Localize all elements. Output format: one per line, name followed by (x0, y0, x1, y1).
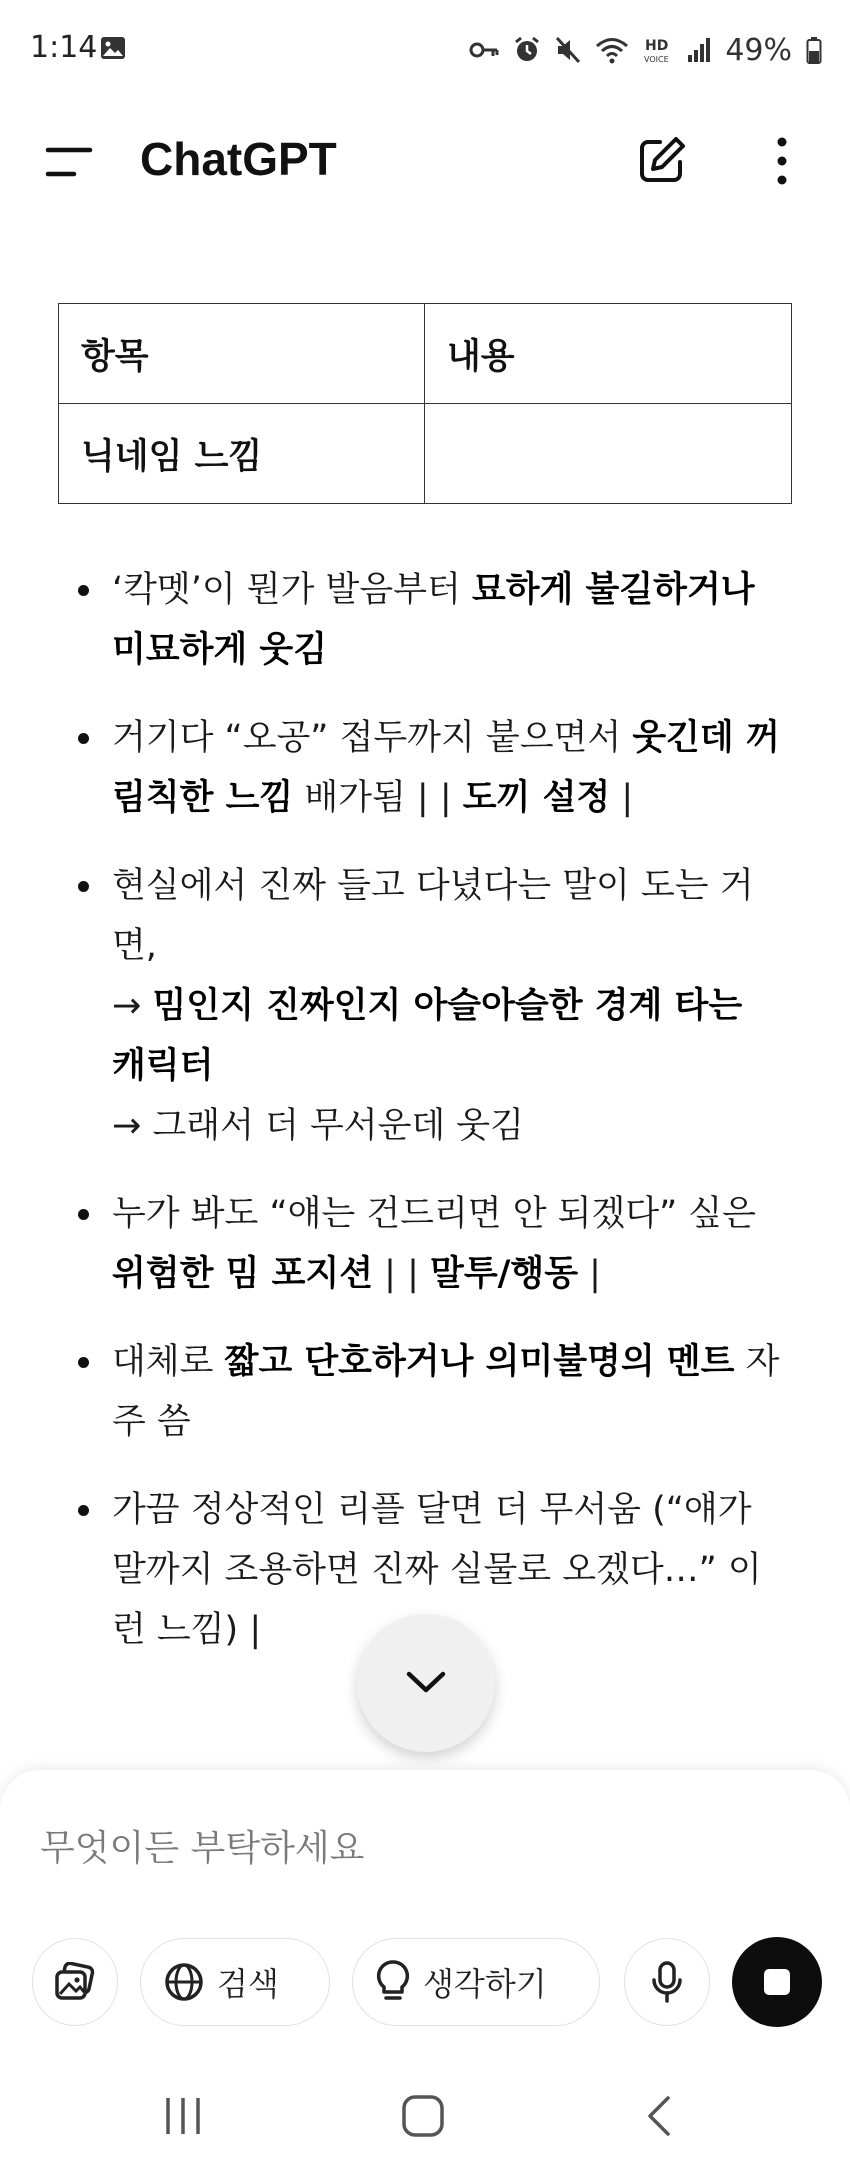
composer (0, 1770, 850, 2060)
microphone-icon (651, 1961, 683, 2003)
hd-voice-icon (643, 36, 673, 64)
app-title: ChatGPT (140, 133, 337, 185)
bullet-item (68, 856, 788, 1156)
home-icon[interactable] (400, 2094, 446, 2138)
response-bullet-list (68, 560, 788, 1688)
alarm-icon (513, 36, 541, 64)
bullet-text: | | (373, 1254, 431, 1294)
vpn-key-icon (469, 40, 499, 60)
table-header-cell: 내용 (425, 304, 792, 404)
prompt-input[interactable] (40, 1818, 800, 1878)
status-bar (0, 0, 850, 100)
bullet-bold-text: 밈인지 진짜인지 아슬아슬한 경계 타는 캐릭터 (112, 986, 743, 1086)
mute-icon (555, 36, 581, 64)
bullet-item (68, 1332, 788, 1452)
image-attach-icon (53, 1962, 97, 2002)
bullet-item (68, 560, 788, 680)
bullet-item (68, 708, 788, 828)
menu-icon[interactable] (44, 144, 94, 180)
globe-icon (163, 1961, 205, 2003)
bullet-text: | (610, 778, 634, 818)
table-cell: 닉네임 느낌 (59, 404, 425, 504)
wifi-icon (595, 36, 629, 64)
bullet-bold-text: 웃긴데 꺼림칙한 느낌 (112, 718, 780, 818)
stop-generating-button[interactable] (732, 1937, 822, 2027)
bullet-text: 가끔 정상적인 리플 달면 더 무서움 (“얘가 말까지 조용하면 진짜 실물로 오겠다…” 이런 느낌) | (112, 1490, 762, 1650)
new-chat-icon[interactable] (636, 134, 688, 186)
status-time: 1:14 (30, 30, 98, 65)
bullet-text: → (112, 986, 153, 1026)
lightbulb-icon (375, 1959, 411, 2005)
voice-input-button[interactable] (624, 1938, 710, 2026)
svg-text:HD: HD (645, 38, 669, 54)
gallery-icon (100, 36, 126, 60)
bullet-text: 거기다 “오공” 접두까지 붙으면서 (112, 718, 633, 758)
search-button[interactable] (140, 1938, 330, 2026)
search-button-label: 검색 (217, 1965, 279, 2003)
app-header (0, 110, 850, 210)
bullet-text: 현실에서 진짜 들고 다녔다는 말이 도는 거면, (112, 866, 754, 966)
bullet-text: 자주 씀 (112, 1342, 780, 1442)
bullet-text: 대체로 (112, 1342, 225, 1382)
bullet-bold-text: 짧고 단호하거나 의미불명의 멘트 (224, 1342, 735, 1382)
bullet-text: → 그래서 더 무서운데 웃김 (112, 1106, 524, 1146)
think-button-label: 생각하기 (423, 1965, 547, 2003)
stop-icon (764, 1969, 790, 1995)
signal-icon (687, 37, 711, 63)
bullet-text: 배가됨 | | (293, 778, 463, 818)
more-icon[interactable] (770, 136, 794, 186)
bullet-bold-text: 말투/행동 (430, 1254, 579, 1294)
table-header-cell: 항목 (59, 304, 425, 404)
chevron-down-icon (405, 1668, 447, 1696)
table-header-row (59, 304, 792, 404)
battery-percent: 49% (725, 32, 792, 68)
bullet-bold-text: 묘하게 불길하거나 미묘하게 웃김 (112, 570, 755, 670)
bullet-item (68, 1184, 788, 1304)
recent-apps-icon[interactable] (160, 2094, 206, 2138)
bullet-text: | (578, 1254, 601, 1294)
info-table (58, 303, 792, 504)
bullet-text: ‘칵멧’이 뭔가 발음부터 (112, 570, 472, 610)
table-row (59, 404, 792, 504)
attach-button[interactable] (32, 1938, 118, 2026)
scroll-to-bottom-button[interactable] (357, 1614, 495, 1752)
back-icon[interactable] (644, 2094, 674, 2138)
system-nav-bar (0, 2060, 850, 2178)
battery-icon (806, 36, 822, 64)
bullet-bold-text: 위험한 밈 포지션 (112, 1254, 374, 1294)
table-cell (425, 404, 792, 504)
svg-text:VOICE: VOICE (644, 55, 669, 64)
status-icons (469, 30, 822, 70)
think-button[interactable] (352, 1938, 600, 2026)
bullet-bold-text: 도끼 설정 (462, 778, 611, 818)
bullet-text: 누가 봐도 “얘는 건드리면 안 되겠다” 싶은 (112, 1194, 756, 1234)
